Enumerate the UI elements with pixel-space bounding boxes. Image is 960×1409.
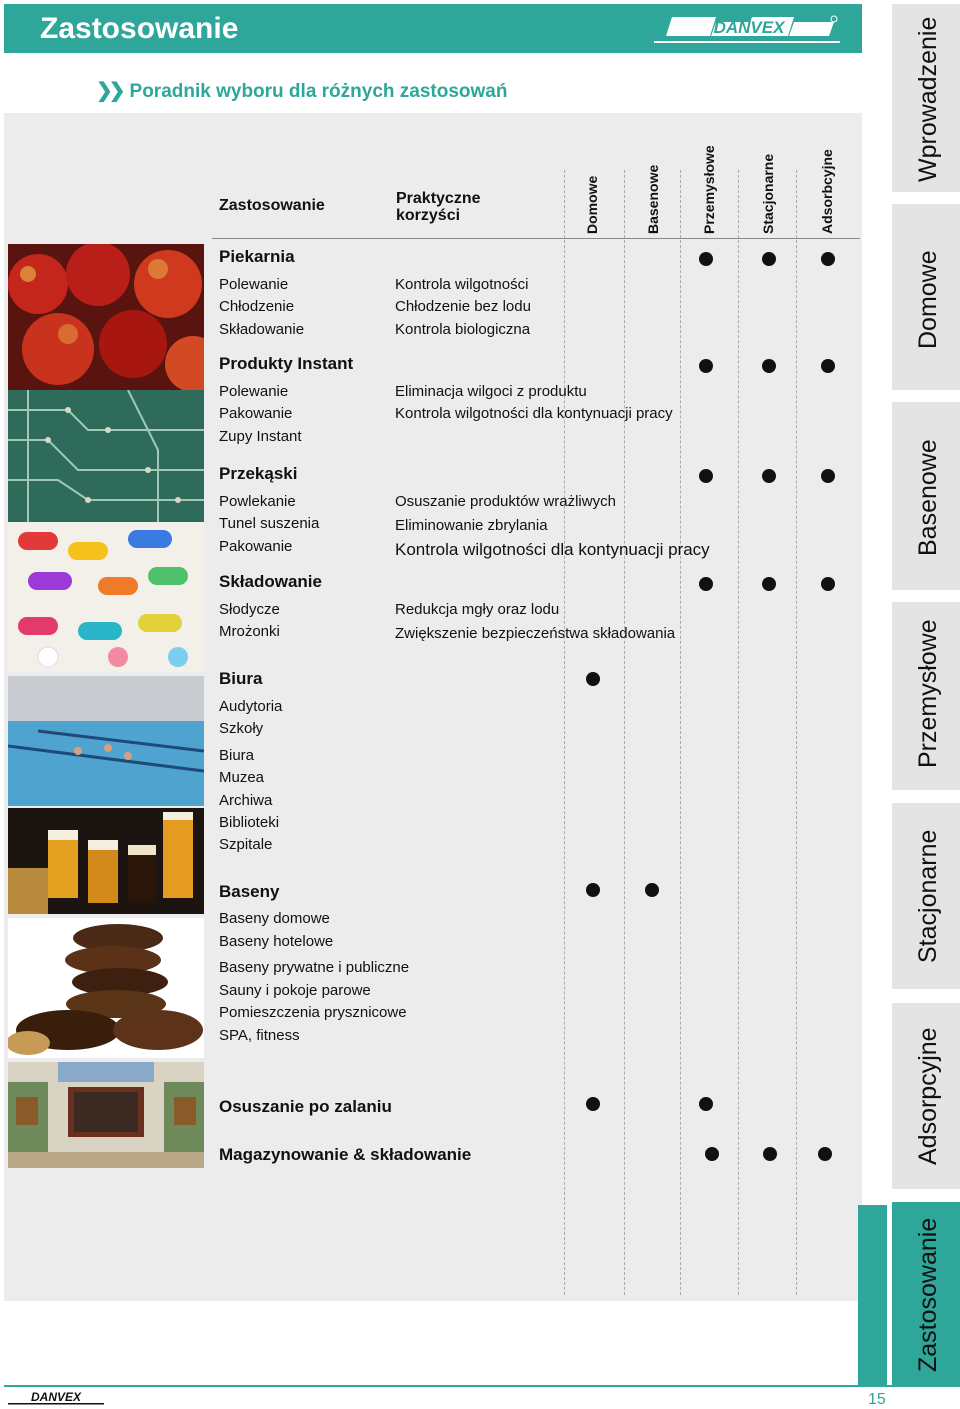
benefit-text: Kontrola wilgotności dla kontynuacji pracy [395, 540, 710, 559]
beer-photo [8, 808, 204, 914]
suitability-dot-domowe [586, 883, 600, 897]
list-item: Zupy Instant [219, 428, 302, 445]
category-biura: Biura [219, 669, 263, 688]
pills-photo [8, 522, 204, 672]
active-tab-edge [858, 1205, 860, 1386]
benefit-text: Eliminacja wilgoci z produktu [395, 383, 587, 400]
list-item: Audytoria [219, 698, 283, 715]
category-skladowanie: Składowanie [219, 572, 322, 591]
list-item: Powlekanie [219, 493, 296, 510]
svg-text:DANVEX: DANVEX [30, 1390, 82, 1404]
column-guide [738, 170, 739, 1295]
column-header-stacjonarne: Stacjonarne [760, 153, 776, 234]
suitability-dot-basenowe [645, 883, 659, 897]
active-tab-connector [859, 1205, 887, 1386]
suitability-dot-domowe [586, 672, 600, 686]
benefit-text: Kontrola wilgotności dla kontynuacji pracy [395, 405, 673, 422]
apples-photo [8, 244, 204, 390]
tab-label: Basenowe [914, 439, 942, 556]
column-guide [680, 170, 681, 1295]
tab-label: Wprowadzenie [914, 16, 942, 182]
suitability-dot-stacjonarne [762, 577, 776, 591]
benefit-text: Eliminowanie zbrylania [395, 517, 548, 534]
suitability-dot-adsorbcyjne [818, 1147, 832, 1161]
tab-wprowadzenie[interactable] [892, 4, 960, 192]
column-header-basenowe: Basenowe [645, 164, 661, 234]
tab-label: Adsorpcyjne [914, 1027, 942, 1165]
list-item: Składowanie [219, 321, 305, 338]
page-title: Zastosowanie [40, 12, 239, 45]
column-guide [796, 170, 797, 1295]
benefit-text: Chłodzenie bez lodu [395, 298, 531, 315]
list-item: Słodycze [219, 601, 280, 618]
suitability-dot-przemyslowe [705, 1147, 719, 1161]
category-baseny: Baseny [219, 882, 280, 901]
list-item: Baseny domowe [219, 910, 330, 927]
double-chevron-icon: ❯❯ [96, 80, 122, 102]
list-item: Muzea [219, 769, 265, 786]
suitability-dot-adsorbcyjne [821, 252, 835, 266]
list-item: Biura [219, 747, 255, 764]
danvex-logo [654, 14, 844, 46]
list-item: Sauny i pokoje parowe [219, 982, 371, 999]
list-item: Polewanie [219, 276, 289, 293]
cookies-photo [8, 918, 204, 1058]
column-guide [624, 170, 625, 1295]
list-item: SPA, fitness [219, 1027, 300, 1044]
danvex-footer-logo [8, 1390, 106, 1406]
column-header-benefits: Praktyczne korzyści [396, 190, 481, 224]
category-przekaski: Przekąski [219, 464, 298, 483]
list-item: Baseny hotelowe [219, 933, 334, 950]
tab-stacjonarne[interactable] [892, 803, 960, 989]
list-item: Pakowanie [219, 405, 293, 422]
suitability-dot-przemyslowe [699, 1097, 713, 1111]
list-item: Polewanie [219, 383, 289, 400]
benefit-text: Zwiększenie bezpieczeństwa składowania [395, 625, 676, 642]
list-item: Tunel suszenia [219, 515, 320, 532]
category-piekarnia: Piekarnia [219, 247, 295, 266]
benefit-text: Osuszanie produktów wrażliwych [395, 493, 616, 510]
column-header-adsorbcyjne: Adsorbcyjne [819, 149, 835, 234]
tab-label: Domowe [914, 250, 942, 349]
suitability-dot-adsorbcyjne [821, 469, 835, 483]
column-header-przemyslowe: Przemysłowe [701, 145, 717, 234]
header-divider [212, 238, 860, 239]
subtitle-text: Poradnik wyboru dla różnych zastosowań [129, 81, 508, 102]
gallery-photo [8, 1062, 204, 1168]
benefit-text: Redukcja mgły oraz lodu [395, 601, 560, 618]
list-item: Mrożonki [219, 623, 280, 640]
suitability-dot-przemyslowe [699, 469, 713, 483]
page-number: 15 [868, 1391, 886, 1408]
benefit-text: Kontrola biologiczna [395, 321, 531, 338]
suitability-dot-domowe [586, 1097, 600, 1111]
list-item: Baseny prywatne i publiczne [219, 959, 410, 976]
benefit-text: Kontrola wilgotności [395, 276, 529, 293]
suitability-dot-stacjonarne [762, 359, 776, 373]
footer-divider [4, 1385, 960, 1387]
section-subtitle [96, 78, 507, 103]
tab-basenowe[interactable] [892, 402, 960, 590]
category-produkty-instant: Produkty Instant [219, 354, 354, 373]
tab-przemyslowe[interactable] [892, 602, 960, 790]
category-magazynowanie: Magazynowanie & składowanie [219, 1145, 472, 1164]
category-osuszanie-po-zalaniu: Osuszanie po zalaniu [219, 1097, 392, 1116]
suitability-dot-adsorbcyjne [821, 359, 835, 373]
tab-adsorpcyjne[interactable] [892, 1003, 960, 1189]
suitability-dot-przemyslowe [699, 252, 713, 266]
list-item: Biblioteki [219, 814, 280, 831]
list-item: Archiwa [219, 792, 273, 809]
list-item: Chłodzenie [219, 298, 295, 315]
list-item: Szkoły [219, 720, 264, 737]
column-header-application: Zastosowanie [219, 197, 325, 214]
suitability-dot-stacjonarne [763, 1147, 777, 1161]
suitability-dot-stacjonarne [762, 252, 776, 266]
list-item: Pomieszczenia prysznicowe [219, 1004, 407, 1021]
svg-text:DANVEX: DANVEX [713, 18, 785, 37]
tab-label: Zastosowanie [914, 1217, 942, 1372]
suitability-dot-przemyslowe [699, 577, 713, 591]
tab-domowe[interactable] [892, 204, 960, 390]
tab-zastosowanie[interactable] [892, 1202, 960, 1386]
list-item: Pakowanie [219, 538, 293, 555]
list-item: Szpitale [219, 836, 273, 853]
circuit-board-photo [8, 390, 204, 522]
swimming-pool-photo [8, 676, 204, 806]
suitability-dot-stacjonarne [762, 469, 776, 483]
tab-label: Przemysłowe [914, 619, 942, 768]
suitability-dot-przemyslowe [699, 359, 713, 373]
column-guide [564, 170, 565, 1295]
column-header-domowe: Domowe [584, 175, 600, 234]
tab-label: Stacjonarne [914, 829, 942, 963]
suitability-dot-adsorbcyjne [821, 577, 835, 591]
header-bar [4, 4, 862, 53]
